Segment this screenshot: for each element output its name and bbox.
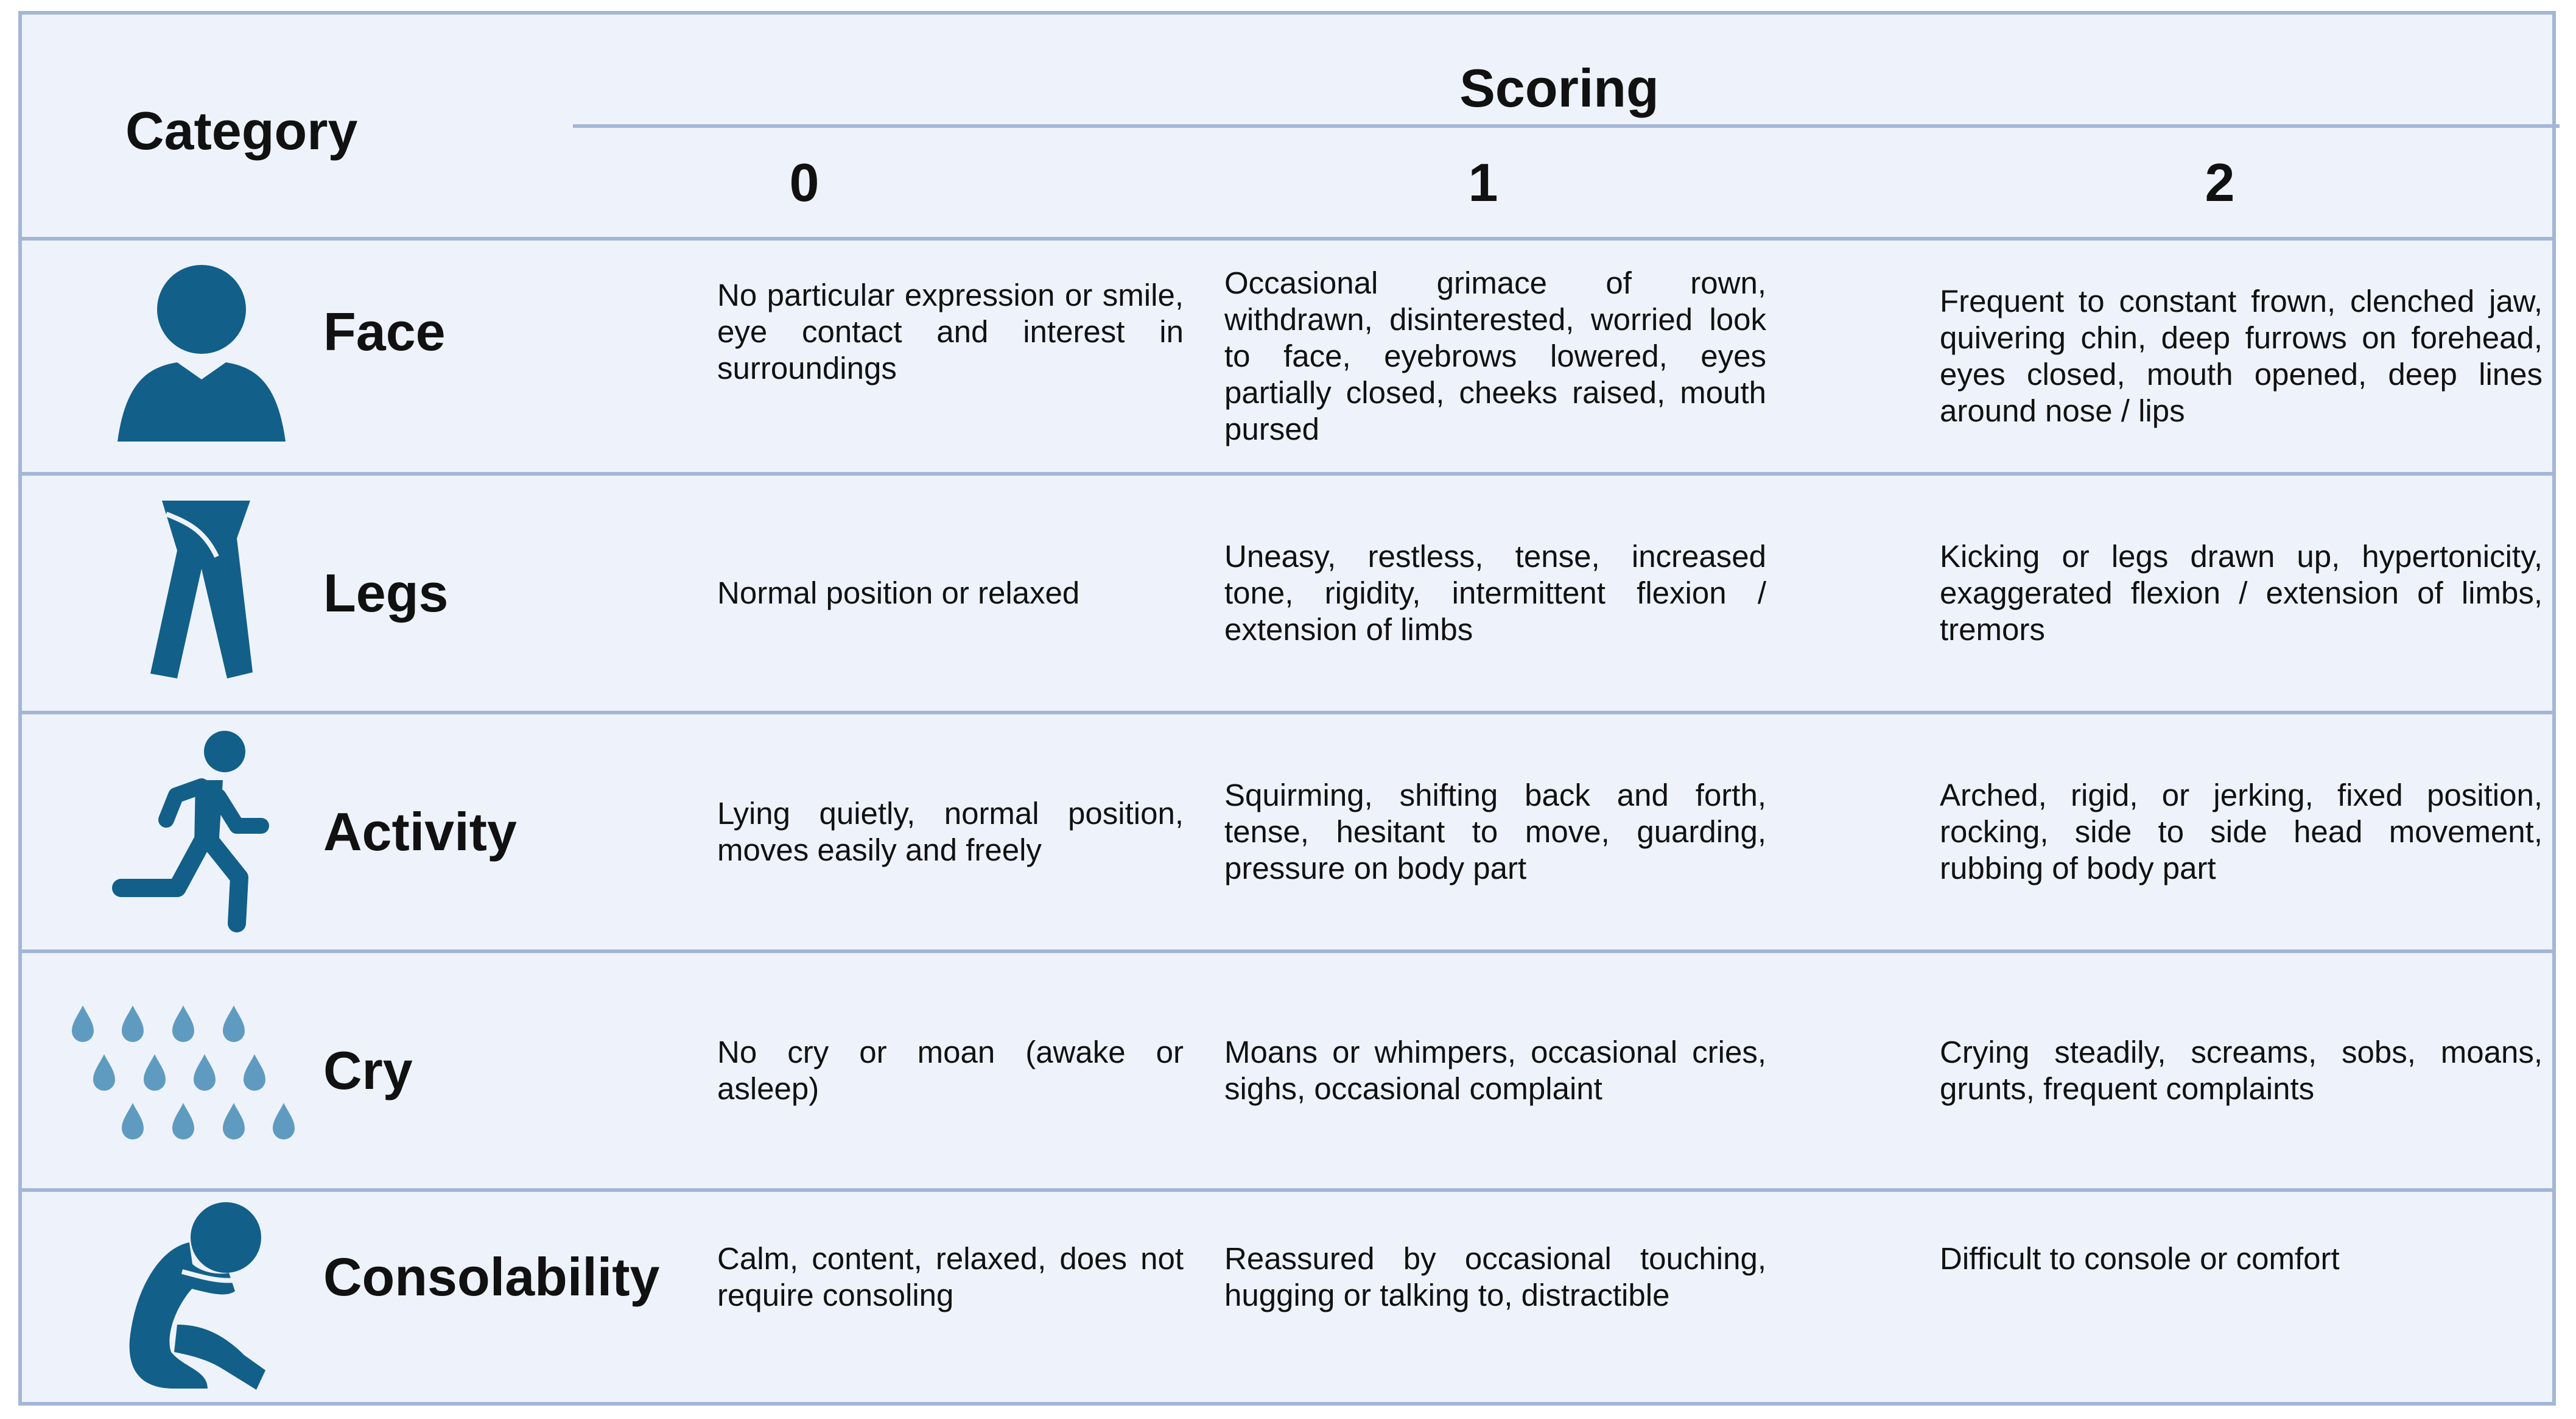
- score-0-text: Calm, content, relaxed, does not require consoling: [717, 1241, 1184, 1312]
- table-row-cry: [22, 953, 2552, 1188]
- score-2-cell: [1940, 714, 2543, 949]
- score-0-heading: 0: [789, 152, 819, 213]
- category-label: Activity: [323, 801, 517, 862]
- score-0-cell: [717, 241, 1184, 423]
- flacc-table: [18, 11, 2556, 1406]
- score-2-text: Difficult to console or comfort: [1940, 1241, 2340, 1276]
- table-row-face: [22, 241, 2552, 472]
- score-0-text: No cry or moan (awake or asleep): [717, 1035, 1184, 1106]
- score-2-text: Frequent to constant frown, clenched jaw, quivering chin, deep furrows on forehead, eyes closed, mouth opened, deep lines around nose / lips: [1940, 284, 2543, 428]
- table-row-legs: [22, 476, 2552, 711]
- score-0-text: Normal position or relaxed: [717, 576, 1080, 610]
- score-1-text: Reassured by occasional touching, hugging or talking to, distractible: [1224, 1241, 1766, 1312]
- score-0-text: Lying quietly, normal position, moves easily and freely: [717, 796, 1184, 867]
- face-person-icon: [80, 241, 323, 472]
- category-label: Legs: [323, 563, 449, 623]
- legs-icon: [80, 476, 323, 711]
- running-person-icon: [80, 714, 323, 949]
- score-1-cell: [1224, 1192, 1766, 1362]
- score-0-cell: [717, 1192, 1184, 1362]
- score-2-text: Crying steadily, screams, sobs, moans, grunts, frequent complaints: [1940, 1035, 2543, 1106]
- category-label: Cry: [323, 1040, 413, 1100]
- table-header: [22, 15, 2552, 237]
- score-1-text: Squirming, shifting back and forth, tense, hesitant to move, guarding, pressure on body part: [1224, 778, 1766, 886]
- score-1-cell: [1224, 714, 1766, 949]
- score-1-cell: [1224, 241, 1766, 472]
- score-2-text: Arched, rigid, or jerking, fixed position, rocking, side to side head movement, rubbing of body part: [1940, 778, 2543, 886]
- scoring-underline: [573, 124, 2560, 128]
- score-2-cell: [1940, 476, 2543, 711]
- score-1-cell: [1224, 476, 1766, 711]
- score-2-cell: [1940, 1192, 2543, 1326]
- tear-drops-icon: [46, 953, 326, 1188]
- category-label: Consolability: [323, 1247, 660, 1307]
- score-1-text: Moans or whimpers, occasional cries, sighs, occasional complaint: [1224, 1035, 1766, 1106]
- score-0-cell: [717, 476, 1184, 711]
- table-row-activity: [22, 714, 2552, 949]
- score-1-text: Uneasy, restless, tense, increased tone, rigidity, intermittent flexion / extension of limbs: [1224, 539, 1766, 647]
- scoring-heading: Scoring: [1459, 58, 1659, 118]
- crouching-person-icon: [80, 1192, 323, 1402]
- score-0-text: No particular expression or smile, eye contact and interest in surroundings: [717, 278, 1184, 386]
- score-0-cell: [717, 714, 1184, 949]
- score-1-text: Occasional grimace of rown, withdrawn, disinterested, worried look to face, eyebrows lowered, eyes partially closed, cheeks raised, mouth pursed: [1224, 266, 1766, 446]
- score-2-heading: 2: [2205, 152, 2235, 213]
- score-2-text: Kicking or legs drawn up, hypertonicity, exaggerated flexion / extension of limbs, tremors: [1940, 539, 2543, 647]
- score-1-cell: [1224, 953, 1766, 1188]
- category-label: Face: [323, 301, 446, 362]
- category-column-heading: Category: [125, 100, 358, 161]
- table-row-consolability: [22, 1192, 2552, 1402]
- score-2-cell: [1940, 953, 2543, 1188]
- score-2-cell: [1940, 241, 2543, 472]
- score-1-heading: 1: [1468, 152, 1498, 213]
- score-0-cell: [717, 953, 1184, 1188]
